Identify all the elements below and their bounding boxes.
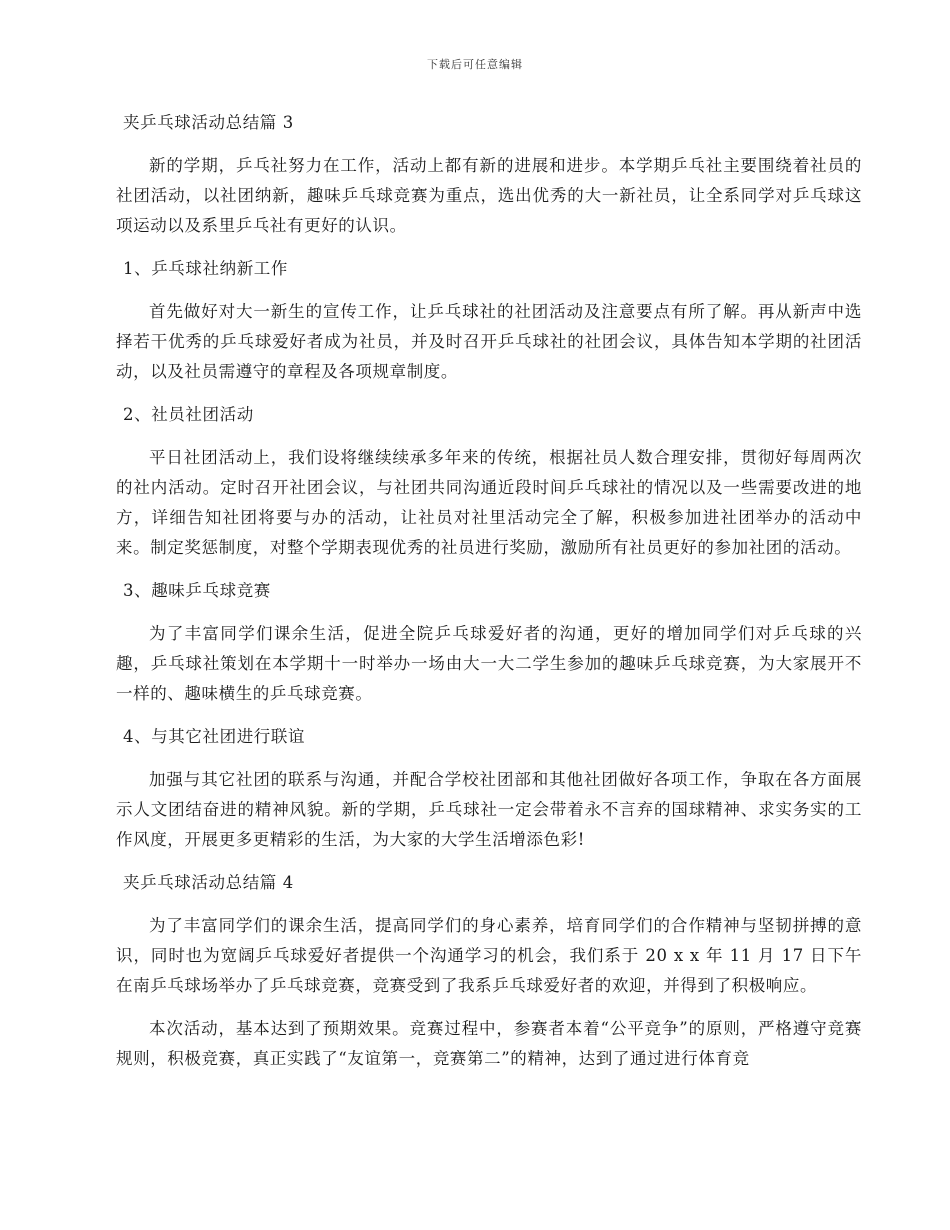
section-title: 夹乒乓球活动总结篇 3 <box>123 113 294 132</box>
paragraph: 为了丰富同学们的课余生活，提高同学们的身心素养，培育同学们的合作精神与坚韧拼搏的意识，同时也为宽阔乒乓球爱好者提供一个沟通学习的机会，我们系于 20 x x 年 11 月 17 日下午在南乒乓球场举办了乒乓球竞赛，竞赛受到了我系乒乓球爱好者的欢迎，并得到了积极响应。 <box>116 916 863 995</box>
paragraph: 新的学期，乒乓社努力在工作，活动上都有新的进展和进步。本学期乒乓社主要围绕着社员的社团活动，以社团纳新，趣味乒乓球竞赛为重点，选出优秀的大一新社员，让全系同学对乒乓球这项运动以及系里乒乓社有更好的认识。 <box>116 156 862 235</box>
section-title: 夹乒乓球活动总结篇 4 <box>123 873 294 892</box>
section-heading: 2、社员社团活动 <box>123 405 254 424</box>
paragraph: 本次活动，基本达到了预期效果。竞赛过程中，参赛者本着“公平竞争”的原则，严格遵守竞赛规则，积极竞赛，真正实践了“友谊第一，竞赛第二”的精神，达到了通过进行体育竞 <box>116 1019 862 1068</box>
page-header: 下载后可任意编辑 <box>427 58 523 71</box>
section-heading: 4、与其它社团进行联谊 <box>123 727 306 746</box>
document-body <box>116 108 862 1074</box>
section-heading: 1、乒乓球社纳新工作 <box>123 259 288 278</box>
paragraph: 加强与其它社团的联系与沟通，并配合学校社团部和其他社团做好各项工作，争取在各方面展示人文团结奋进的精神风貌。新的学期，乒乓球社一定会带着永不言弃的国球精神、求实务实的工作风度，开展更多更精彩的生活，为大家的大学生活增添色彩! <box>116 770 862 849</box>
paragraph: 首先做好对大一新生的宣传工作，让乒乓球社的社团活动及注意要点有所了解。再从新声中选择若干优秀的乒乓球爱好者成为社员，并及时召开乒乓球社的社团会议，具体告知本学期的社团活动，以及社员需遵守的章程及各项规章制度。 <box>116 302 862 381</box>
paragraph: 平日社团活动上，我们设将继续续承多年来的传统，根据社员人数合理安排，贯彻好每周两次的社内活动。定时召开社团会议，与社团共同沟通近段时间乒乓球社的情况以及一些需要改进的地方，详细告知社团将要与办的活动，让社员对社里活动完全了解，积极参加进社团举办的活动中来。制定奖惩制度，对整个学期表现优秀的社员进行奖励，激励所有社员更好的参加社团的活动。 <box>116 448 862 557</box>
section-heading: 3、趣味乒乓球竞赛 <box>123 581 271 600</box>
paragraph: 为了丰富同学们课余生活，促进全院乒乓球爱好者的沟通，更好的增加同学们对乒乓球的兴趣，乒乓球社策划在本学期十一时举办一场由大一大二学生参加的趣味乒乓球竞赛，为大家展开不一样的、趣味横生的乒乓球竞赛。 <box>116 624 862 703</box>
